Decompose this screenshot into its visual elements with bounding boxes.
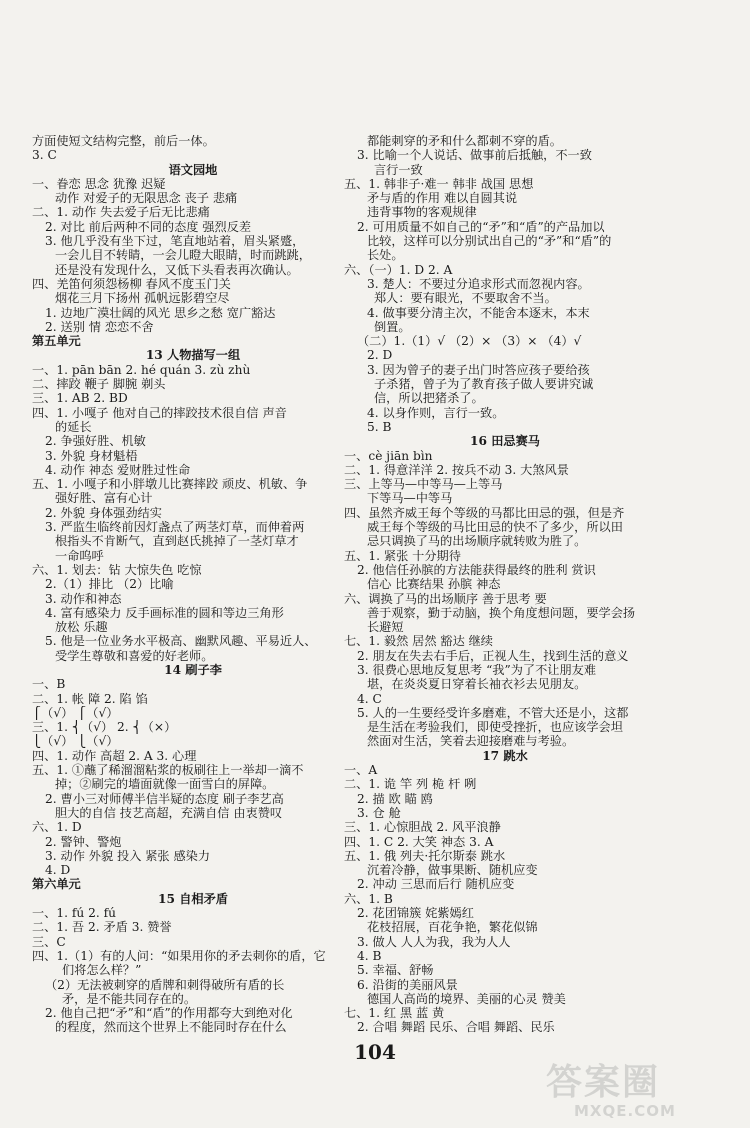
right-line: 忌只调换了马的出场顺序就转败为胜了。 <box>367 534 587 549</box>
right-line: 2. 朋友在失去右手后，正视人生，找到生活的意义 <box>357 648 629 663</box>
left-line: 方面使短文结构完整，前后一体。 <box>32 134 215 148</box>
right-line: 二、1. 诡 竿 列 桅 杆 咧 <box>344 777 477 792</box>
left-line: 4. 动作 神态 爱财胜过性命 <box>45 462 191 477</box>
right-line: 倒置。 <box>374 319 411 334</box>
left-line: 二、1. 动作 失去爱子后无比悲痛 <box>32 205 210 220</box>
watermark-url: MXQE.COM <box>574 1102 676 1120</box>
right-line: 五、1. 俄 列夫·托尔斯泰 跳水 <box>344 848 506 863</box>
right-line: 德国人高尚的境界、美丽的心灵 赞美 <box>367 991 566 1006</box>
right-line: 三、1. 心惊胆战 2. 风平浪静 <box>344 820 501 835</box>
left-line: 二、1. 帐 障 2. 陷 馅 <box>32 691 148 706</box>
right-line: 六、1. B <box>344 891 393 906</box>
left-line: 动作 对爱子的无限思念 丧子 悲痛 <box>55 191 238 206</box>
right-line: 威王每个等级的马比田忌的快不了多少，所以田 <box>367 520 623 535</box>
right-line: 17 跳水 <box>482 748 528 763</box>
right-line: 长处。 <box>367 248 404 263</box>
left-line: 一会儿目不转睛，一会儿瞪大眼睛，时而跳跳， <box>55 248 311 263</box>
left-line: 3. 动作和神态 <box>45 591 122 606</box>
right-line: 信心 比赛结果 孙膑 神态 <box>367 577 501 592</box>
right-line: 二、1. 得意洋洋 2. 按兵不动 3. 大煞风景 <box>344 462 569 477</box>
right-line: 6. 沿街的美丽风景 <box>357 977 458 992</box>
left-line: 六、1. 划去：钻 大惊失色 吃惊 <box>32 562 202 577</box>
left-line: 1. 边地广漠壮阔的风光 思乡之愁 宽广豁达 <box>45 305 276 320</box>
right-line: 5. B <box>367 419 392 434</box>
right-line: 3. 仓 舱 <box>357 805 401 820</box>
left-line: 14 刷子李 <box>164 662 222 677</box>
right-line: 五、1. 韩非子·难一 韩非 战国 思想 <box>344 176 534 191</box>
right-column <box>344 134 666 1035</box>
left-line: 四、1. 动作 高超 2. A 3. 心理 <box>32 748 197 763</box>
left-line: 三、C <box>32 934 66 949</box>
right-line: 郑人：要有眼光，不要取舍不当。 <box>374 291 557 306</box>
left-line: 3. C <box>32 148 57 163</box>
right-line: 3. 楚人：不要过分追求形式而忽视内容。 <box>367 276 590 291</box>
left-line: 三、1. ⎨（√） 2. ⎨（×） <box>32 720 177 735</box>
left-line: 2. 警钟、警炮 <box>45 834 122 849</box>
left-line: 4. D <box>45 863 71 878</box>
left-line: 语文园地 <box>168 162 218 177</box>
left-line: 13 人物描写一组 <box>145 348 241 363</box>
right-line: 2. 花团锦簇 姹紫嫣红 <box>357 906 474 921</box>
left-line: 2.（1）排比 （2）比喻 <box>45 577 174 592</box>
left-line: 三、1. AB 2. BD <box>32 391 128 406</box>
right-line: 违背事物的客观规律 <box>367 205 477 220</box>
right-line: 4. 以身作则，言行一致。 <box>367 405 505 420</box>
right-line: （二）1.（1）√ （2）× （3）× （4）√ <box>357 334 582 349</box>
left-line: 们将怎么样？” <box>62 963 142 978</box>
left-line: 强好胜、富有心计 <box>55 491 153 506</box>
right-line: 3. 比喻一个人说话、做事前后抵触，不一致 <box>357 148 592 163</box>
right-line: 2. 描 欧 瞄 鸥 <box>357 791 433 806</box>
right-line: 善于观察，勤于动脑，换个角度想问题，要学会扬 <box>367 605 636 620</box>
left-line: 3. 严监生临终前因灯盏点了两茎灯草，而伸着两 <box>45 520 305 535</box>
right-line: 3. 因为曾子的妻子出门时答应孩子要给孩 <box>367 362 590 377</box>
left-line: 2. 曹小三对师傅半信半疑的态度 刷子李艺高 <box>45 791 284 806</box>
left-line: 的程度，然而这个世界上不能同时存在什么 <box>55 1020 287 1035</box>
right-line: 七、1. 毅然 居然 豁达 继续 <box>344 634 493 649</box>
left-line: 3. 动作 外貌 投入 紧张 感染力 <box>45 848 211 863</box>
right-line: 然面对生活，笑着去迎接磨难与考验。 <box>367 734 575 749</box>
right-line: 2. 他信任孙膑的方法能获得最终的胜利 赏识 <box>357 562 596 577</box>
right-line: 4. B <box>357 948 382 963</box>
right-line: 六、（一）1. D 2. A <box>344 262 453 277</box>
left-line: 2. 外貌 身体强劲结实 <box>45 505 162 520</box>
right-line: 2. 可用质量不如自己的“矛”和“盾”的产品加以 <box>357 219 605 234</box>
watermark-logo <box>546 1064 736 1122</box>
left-line: 掉；②刷完的墙面就像一面雪白的屏障。 <box>55 777 275 792</box>
right-line: 七、1. 红 黑 蓝 黄 <box>344 1006 445 1021</box>
left-column <box>32 134 354 1035</box>
left-line: 一命呜呼 <box>55 548 104 563</box>
left-line: 五、1. 小嘎子和小胖墩儿比赛摔跤 顽皮、机敏、争 <box>32 477 308 492</box>
right-line: 言行一致 <box>374 162 423 177</box>
watermark-text: 答案圈 <box>546 1062 661 1103</box>
left-line: 六、1. D <box>32 820 82 835</box>
left-line: 2. 送别 情 恋恋不舍 <box>45 319 154 334</box>
right-line: 3. 做人 人人为我，我为人人 <box>357 934 511 949</box>
left-line: 第五单元 <box>32 334 81 349</box>
left-line: 2. 争强好胜、机敏 <box>45 434 146 449</box>
left-line: 放松 乐趣 <box>55 620 108 635</box>
right-line: 堪，在炎炎夏日穿着长袖衣衫去见朋友。 <box>367 677 587 692</box>
left-line: ⎧（√） ⎧（√） <box>32 705 119 720</box>
right-line: 六、调换了马的出场顺序 善于思考 要 <box>344 591 547 606</box>
right-line: 四、1. C 2. 大笑 神态 3. A <box>344 834 494 849</box>
right-line: 2. 合唱 舞蹈 民乐、合唱 舞蹈、民乐 <box>357 1020 555 1035</box>
left-line: 一、眷恋 思念 犹豫 迟疑 <box>32 176 166 191</box>
left-line: 烟花三月下扬州 孤帆远影碧空尽 <box>55 291 230 306</box>
right-line: 一、A <box>344 763 378 778</box>
right-line: 都能刺穿的矛和什么都刺不穿的盾。 <box>367 134 562 148</box>
right-line: 一、cè jiān bìn <box>344 448 433 463</box>
left-line: 一、B <box>32 677 66 692</box>
right-line: 长避短 <box>367 620 404 635</box>
left-line: 四、1.（1）有的人问：“如果用你的矛去刺你的盾，它 <box>32 948 326 963</box>
page-number: 104 <box>354 1040 396 1064</box>
left-line: 3. 外貌 身材魁梧 <box>45 448 138 463</box>
left-line: 根指头不肯断气，直到赵氏挑掉了一茎灯草才 <box>55 534 299 549</box>
right-line: 2. D <box>367 348 393 363</box>
right-line: 下等马—中等马 <box>367 491 453 506</box>
right-line: 是生活在考验我们，即使受挫折，也应该学会坦 <box>367 720 623 735</box>
right-line: 三、上等马—中等马—上等马 <box>344 477 503 492</box>
left-line: （2）无法被刺穿的盾牌和刺得破所有盾的长 <box>45 977 285 992</box>
left-line: 五、1. ①蘸了稀溜溜粘浆的板刷往上一举却一滴不 <box>32 763 304 778</box>
right-line: 信，所以把猪杀了。 <box>374 391 484 406</box>
left-line: 3. 他几乎没有坐下过，笔直地站着，眉头紧蹙， <box>45 234 305 249</box>
right-line: 4. C <box>357 691 382 706</box>
left-line: 4. 富有感染力 反手画标准的圆和等边三角形 <box>45 605 284 620</box>
left-line: 胆大的自信 技艺高超，充满自信 由衷赞叹 <box>55 805 283 820</box>
right-line: 3. 很费心思地反复思考 “我”为了不让朋友难 <box>357 662 597 677</box>
left-line: 二、1. 吾 2. 矛盾 3. 赞誉 <box>32 920 172 935</box>
right-line: 4. 做事要分清主次，不能舍本逐末，本末 <box>367 305 590 320</box>
left-line: 一、1. pān bān 2. hé quán 3. zù zhù <box>32 362 251 377</box>
right-line: 五、1. 紧张 十分期待 <box>344 548 461 563</box>
right-line: 5. 幸福、舒畅 <box>357 963 434 978</box>
left-line: 2. 对比 前后两种不同的态度 强烈反差 <box>45 219 252 234</box>
left-line: 的延长 <box>55 419 92 434</box>
right-line: 2. 冲动 三思而后行 随机应变 <box>357 877 515 892</box>
right-line: 5. 人的一生要经受许多磨难，不管大还是小，这都 <box>357 705 629 720</box>
right-line: 比较，这样可以分别试出自己的“矛”和“盾”的 <box>367 234 612 249</box>
left-line: 四、羌笛何须怨杨柳 春风不度玉门关 <box>32 276 231 291</box>
left-line: 5. 他是一位业务水平极高、幽默风趣、平易近人、 <box>45 634 317 649</box>
left-line: 还是没有发现什么，又低下头看表再次确认。 <box>55 262 299 277</box>
left-line: 四、1. 小嘎子 他对自己的摔跤技术很自信 声音 <box>32 405 287 420</box>
right-line: 沉着冷静，做事果断、随机应变 <box>367 863 538 878</box>
right-line: 花枝招展，百花争艳，繁花似锦 <box>367 920 538 935</box>
right-line: 四、虽然齐威王每个等级的马都比田忌的强，但是齐 <box>344 505 625 520</box>
right-line: 16 田忌赛马 <box>470 434 540 449</box>
left-line: 2. 他自己把“矛”和“盾”的作用都夸大到绝对化 <box>45 1006 293 1021</box>
left-line: 15 自相矛盾 <box>158 891 228 906</box>
left-line: 矛，是不能共同存在的。 <box>62 991 197 1006</box>
left-line: 第六单元 <box>32 877 81 892</box>
left-line: ⎩（√） ⎩（√） <box>32 734 119 749</box>
right-line: 子杀猪，曾子为了教育孩子做人要讲究诚 <box>374 377 594 392</box>
right-line: 矛与盾的作用 难以自圆其说 <box>367 191 518 206</box>
left-line: 二、摔跤 鞭子 脚腕 剃头 <box>32 377 166 392</box>
left-line: 一、1. fú 2. fú <box>32 906 116 921</box>
left-line: 受学生尊敬和喜爱的好老师。 <box>55 648 214 663</box>
